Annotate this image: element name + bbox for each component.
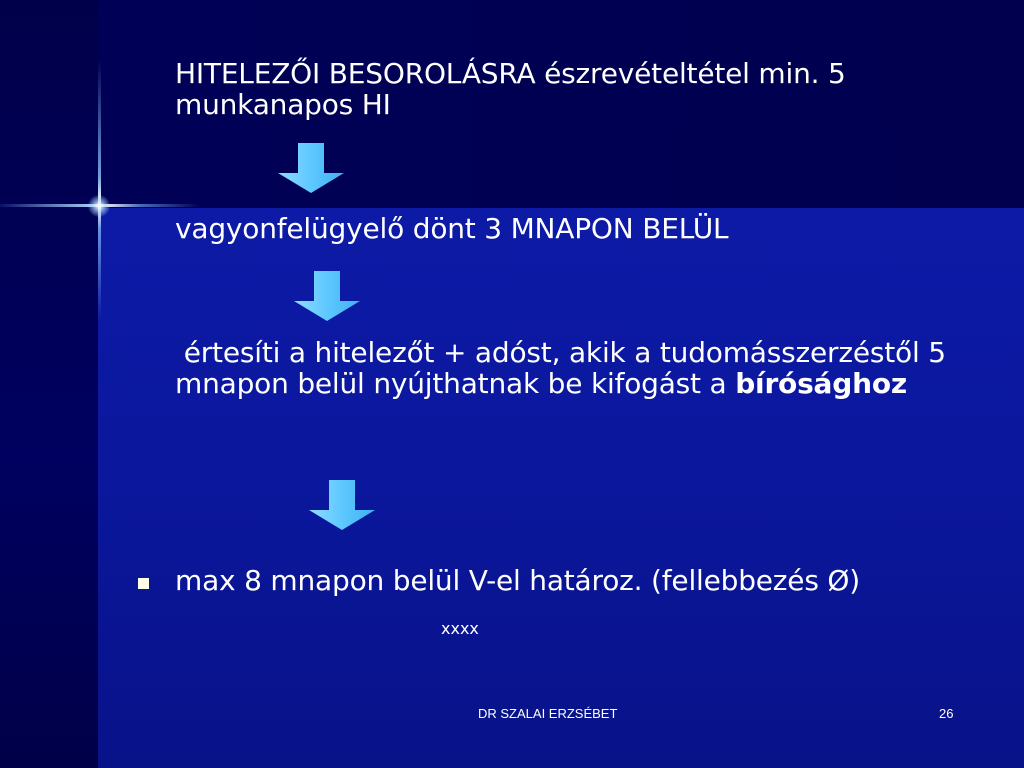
- down-arrow-icon: [278, 143, 344, 193]
- star-flare-vertical: [98, 60, 101, 320]
- placeholder-text: xxxx: [441, 619, 479, 638]
- main-area: [98, 208, 1024, 768]
- bullet-text: max 8 mnapon belül V-el határoz. (fellebbezés Ø): [175, 564, 860, 597]
- footer-author: DR SZALAI ERZSÉBET: [478, 706, 618, 721]
- down-arrow-icon: [309, 480, 375, 530]
- square-bullet-icon: [138, 578, 149, 589]
- step-3-text-bold: bírósághoz: [735, 367, 907, 400]
- down-arrow-icon: [294, 271, 360, 321]
- step-1-text: HITELEZŐI BESOROLÁSRA észrevételtétel min. 5 munkanapos HI: [175, 57, 846, 121]
- star-glow-icon: [88, 195, 110, 217]
- step-2-text: vagyonfelügyelő dönt 3 MNAPON BELÜL: [175, 212, 729, 245]
- step-3-text-main: értesíti a hitelezőt + adóst, akik a tudomásszerzéstől 5 mnapon belül nyújthatnak be kifogást a: [175, 336, 955, 400]
- step-3-text: [175, 337, 955, 399]
- page-number: 26: [939, 706, 954, 721]
- left-band: [0, 0, 98, 768]
